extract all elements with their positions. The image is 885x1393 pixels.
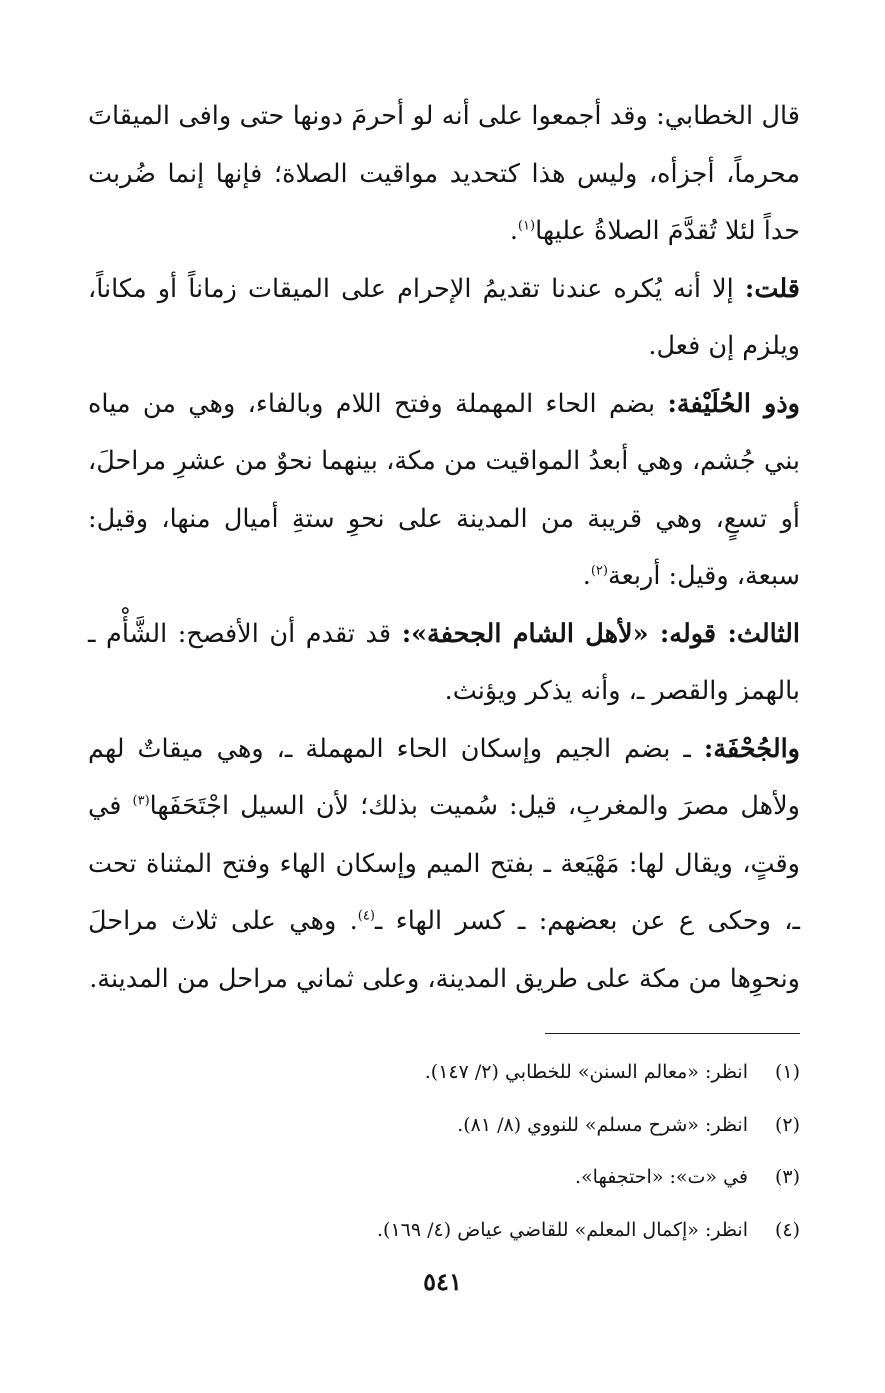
footnote-number: (٢) — [774, 1113, 800, 1136]
footnote-reference: (٢) — [590, 563, 608, 579]
paragraph-third — [88, 606, 800, 721]
paragraph-qultu — [88, 261, 800, 376]
footnote-reference: (٤) — [357, 908, 375, 924]
paragraph-tail: . — [582, 561, 591, 591]
paragraph-lead: الثالث: قوله: «لأهل الشام الجحفة»: — [401, 618, 800, 649]
paragraph-juhfa — [88, 721, 800, 1009]
paragraph-khattabi — [88, 88, 800, 261]
footnote-text: انظر: «شرح مسلم» للنووي (٨/ ٨١). — [457, 1113, 748, 1136]
paragraph-text: قال الخطابي: وقد أجمعوا على أنه لو أحرمَ دونها حتى وافى الميقاتَ محرماً، أجزأه، وليس هذا كتحديد مواقيت الصلاة؛ فإنها إنما ضُربت حداً لئلا تُقدَّمَ الصلاةُ عليها — [88, 101, 800, 246]
paragraph-dhul-hulayfa — [88, 376, 800, 606]
paragraph-tail: . — [509, 216, 518, 246]
paragraph-lead: وذو الحُلَيْفة: — [667, 388, 801, 419]
page-number: ٥٤١ — [423, 1267, 462, 1296]
paragraph-lead: قلت: — [744, 273, 800, 304]
main-text — [88, 88, 800, 1008]
paragraph-lead: والجُحْفَة: — [703, 733, 800, 764]
footnote-reference: (١) — [517, 218, 536, 234]
footnote-text: انظر: «معالم السنن» للخطابي (٢/ ١٤٧). — [424, 1061, 748, 1083]
footnote-text: انظر: «إكمال المعلم» للقاضي عياض (٤/ ١٦٩). — [377, 1218, 748, 1241]
paragraph-text: بضم الحاء المهملة وفتح اللام وبالفاء، وهي من مياه بني جُشم، وهي أبعدُ المواقيت من مكة، بينهما نحوٌ من عشرِ مراحلَ، أو تسعٍ، وهي قريبة من المدينة على نحوِ ستةِ أميال منها، وقيل: سبعة، وقيل: أربعة — [88, 388, 800, 591]
footnote-reference: (٣) — [132, 793, 150, 809]
paragraph-continuation: . وهي على ثلاث مراحلَ ونحوِها من مكة على طريق المدينة، وعلى ثماني مراحل من المدينة. — [88, 906, 800, 994]
footnotes — [88, 1046, 800, 1256]
footnote-text: في «ت»: «احتجفها». — [574, 1166, 748, 1188]
paragraph-text: إلا أنه يُكره عندنا تقديمُ الإحرام على الميقات زماناً أو مكاناً، ويلزم إن فعل. — [88, 273, 800, 361]
footnote-item — [88, 1204, 800, 1257]
footnote-number: (٣) — [774, 1166, 800, 1188]
paragraph-text: ـ بضم الجيم وإسكان الحاء المهملة ـ، وهي ميقاتٌ لهم ولأهل مصرَ والمغربِ، قيل: سُميت بذلك؛ لأن السيل اجْتَحَفَها — [88, 733, 800, 821]
footnote-item — [88, 1099, 800, 1152]
footnote-number: (١) — [774, 1061, 800, 1083]
footnote-item — [88, 1046, 800, 1099]
footnote-item — [88, 1151, 800, 1204]
footnote-separator — [545, 1033, 800, 1034]
paragraph-text: قد تقدم أن الأفصح: الشَّأْم ـ بالهمز والقصر ـ، وأنه يذكر ويؤنث. — [88, 618, 800, 706]
paragraph-tail: في وقتٍ، ويقال لها: مَهْيَعة ـ بفتح الميم وإسكان الهاء وفتح المثناة تحت ـ، وحكى ع عن بعضهم: ـ كسر الهاء ـ — [88, 791, 800, 936]
footnote-number: (٤) — [774, 1218, 800, 1241]
